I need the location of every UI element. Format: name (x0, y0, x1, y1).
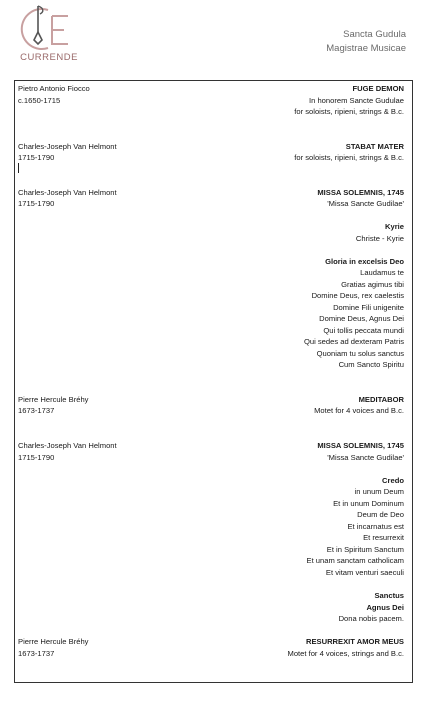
header-line-2: Magistrae Musicae (326, 43, 406, 54)
composer-dates: 1715-1790 (18, 199, 55, 208)
work-line: for soloists, ripieni, strings & B.c. (294, 153, 404, 162)
work-line: Motet for 4 voices and B.c. (314, 406, 404, 415)
movement-line: Et unam sanctam catholicam (306, 556, 404, 565)
composer-name: Pierre Hercule Bréhy (18, 637, 89, 646)
program-frame (14, 80, 413, 683)
text-cursor (18, 163, 19, 173)
movement-heading: Gloria in excelsis Deo (325, 257, 404, 266)
header-title (326, 28, 406, 56)
composer-dates: 1715-1790 (18, 453, 55, 462)
logo (14, 4, 84, 68)
work-line: 'Missa Sancte Gudilae' (327, 453, 404, 462)
work-title: MEDITABOR (358, 395, 404, 404)
work-title: MISSA SOLEMNIS, 1745 (317, 441, 404, 450)
composer-dates: c.1650-1715 (18, 96, 61, 105)
movement-line: Domine Deus, Agnus Dei (319, 314, 404, 323)
movement-line: Qui sedes ad dexteram Patris (303, 337, 404, 346)
movement-heading: Kyrie (385, 222, 404, 231)
composer-name: Charles-Joseph Van Helmont (18, 188, 117, 197)
composer-name: Charles-Joseph Van Helmont (18, 441, 117, 450)
work-title: RESURREXIT AMOR MEUS (305, 637, 404, 646)
movement-line: Et in Spiritum Sanctum (326, 545, 404, 554)
work-title: STABAT MATER (345, 142, 404, 151)
composer-name: Pierre Hercule Bréhy (18, 395, 89, 404)
movement-line: Laudamus te (360, 268, 404, 277)
movement-line: Gratias agimus tibi (341, 280, 404, 289)
work-title: MISSA SOLEMNIS, 1745 (317, 188, 404, 197)
movement-line: Et vitam venturi saeculi (325, 568, 404, 577)
movement-line: Deum de Deo (357, 510, 404, 519)
composer-name: Charles-Joseph Van Helmont (18, 142, 117, 151)
movement-line: Et incarnatus est (347, 522, 404, 531)
movement-line: Et in unum Dominum (333, 499, 404, 508)
work-line: for soloists, ripieni, strings & B.c. (294, 107, 404, 116)
movement-heading: Agnus Dei (366, 603, 404, 612)
work-line: In honorem Sancte Gudulae (309, 96, 404, 105)
header-line-1: Sancta Gudula (343, 29, 406, 40)
movement-line: Quoniam tu solus sanctus (316, 349, 404, 358)
logo-emblem-icon (14, 4, 84, 54)
work-line: Motet for 4 voices, strings and B.c. (287, 649, 404, 658)
logo-text: CURRENDE (20, 52, 78, 63)
work-title: FUGE DEMON (352, 84, 404, 93)
movement-line: in unum Deum (354, 487, 404, 496)
movement-line: Domine Fili unigenite (333, 303, 404, 312)
movement-heading: Credo (382, 476, 404, 485)
movement-line: Qui tollis peccata mundi (323, 326, 404, 335)
composer-dates: 1673-1737 (18, 406, 55, 415)
movement-line: Domine Deus, rex caelestis (311, 291, 404, 300)
composer-name: Pietro Antonio Fiocco (18, 84, 90, 93)
movement-line: Christe - Kyrie (355, 234, 404, 243)
work-line: 'Missa Sancte Gudilae' (327, 199, 404, 208)
movement-line: Cum Sancto Spiritu (338, 360, 404, 369)
composer-dates: 1673-1737 (18, 649, 55, 658)
movement-line: Et resurrexit (363, 533, 404, 542)
composer-dates: 1715-1790 (18, 153, 55, 162)
movement-heading: Sanctus (374, 591, 404, 600)
movement-line: Dona nobis pacem. (338, 614, 404, 623)
